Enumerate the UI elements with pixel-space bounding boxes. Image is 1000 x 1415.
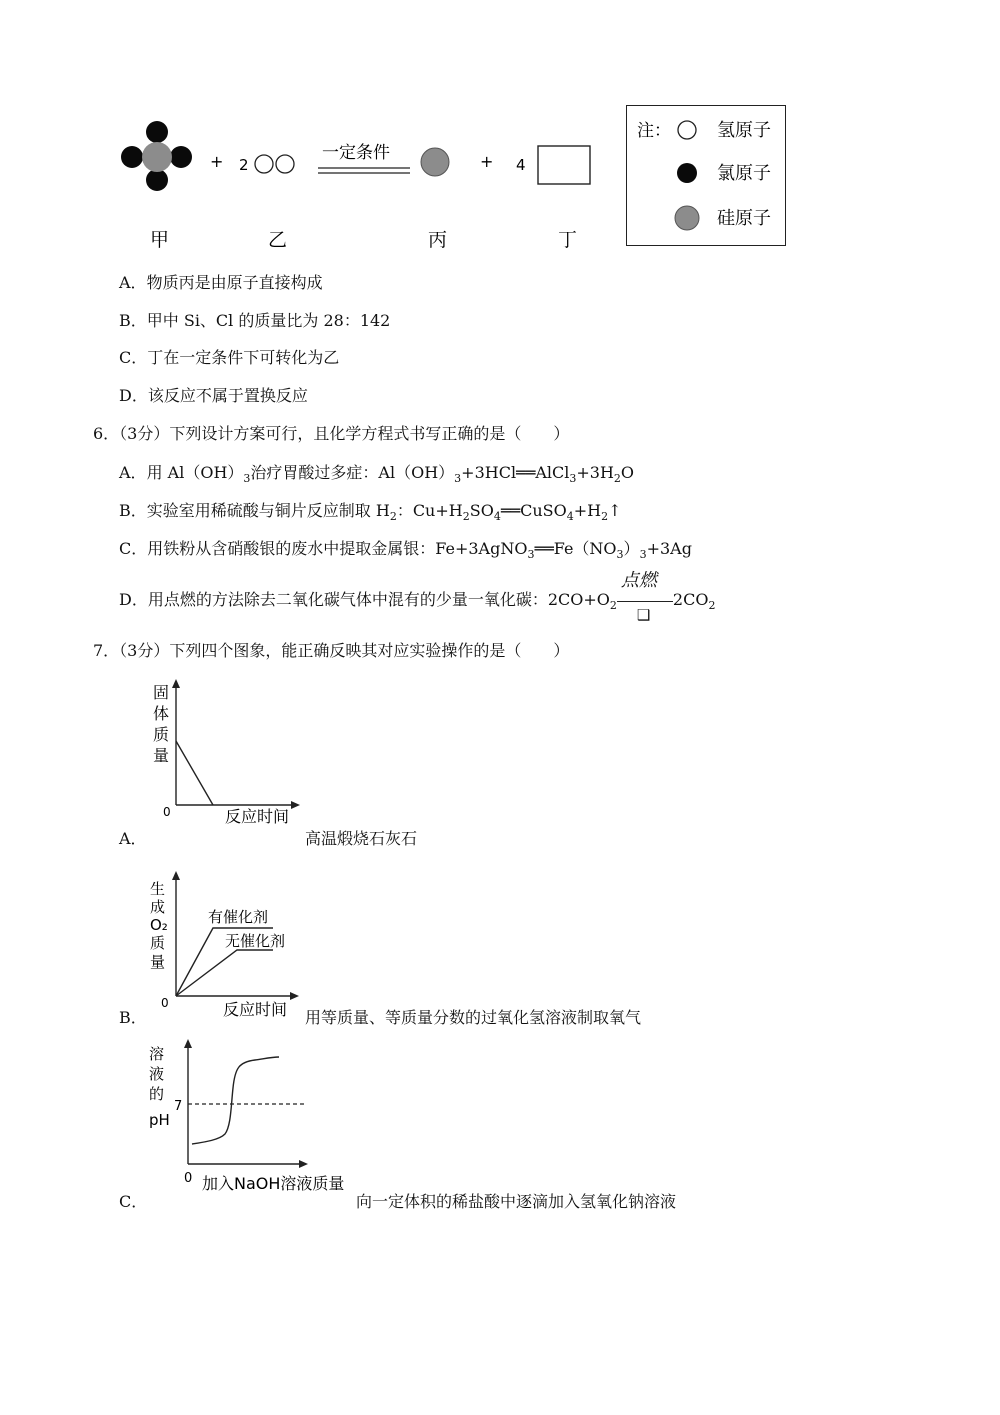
graph-a-letter: A．: [119, 829, 147, 848]
label-ding: 丁: [558, 229, 578, 251]
black-circle-icon: [677, 163, 697, 183]
y-axis-arrow: [184, 1039, 192, 1048]
legend-prefix: 注：: [637, 121, 671, 141]
condition-over-arrow: [617, 570, 673, 624]
svg-text:成: 成: [150, 898, 166, 916]
x-axis-label: 反应时间: [223, 1000, 288, 1019]
plus-sign: +: [480, 152, 494, 171]
chlorine-atom-top: [146, 121, 168, 143]
molecule-yi: [255, 155, 294, 173]
reaction-condition: 一定条件: [322, 143, 390, 163]
chlorine-atom-right: [170, 146, 192, 168]
svg-text:质: 质: [153, 725, 170, 744]
q6-option-b: B．实验室用稀硫酸与铜片反应制取 $H_2$：$Cu+H_2SO_4══CuSO_4+H_2↑$: [119, 501, 622, 523]
svg-text:体: 体: [153, 704, 170, 723]
svg-text:pH: pH: [149, 1111, 170, 1129]
series-line-no-catalyst: [176, 950, 273, 996]
x-axis-label: 加入NaOH溶液质量: [202, 1174, 345, 1193]
legend-label-hydrogen: 氢原子: [717, 120, 771, 141]
graph-c-caption: 向一定体积的稀盐酸中逐滴加入氢氧化钠溶液: [356, 1192, 677, 1211]
label-jia: 甲: [150, 229, 170, 251]
label-bing: 丙: [428, 229, 448, 251]
y-axis-arrow: [172, 679, 180, 688]
svg-text:量: 量: [150, 953, 166, 971]
svg-text:量: 量: [153, 746, 170, 765]
series-line-a: [176, 741, 213, 805]
q5-option-a: A．物质丙是由原子直接构成: [119, 273, 323, 292]
q6-option-a: A．用 $Al(OH)_3$治疗胃酸过多症：$Al(OH)_3+3HCl══AlCl_3+3H_2O$: [119, 463, 635, 485]
hydrogen-atom: [276, 155, 294, 173]
graph-c: [145, 1036, 360, 1196]
condition-text: 点燃: [620, 570, 657, 591]
graph-b-caption: 用等质量、等质量分数的过氧化氢溶液制取氧气: [305, 1008, 642, 1027]
q5-option-c: C．丁在一定条件下可转化为乙: [119, 348, 340, 367]
coef-yi: 2: [239, 156, 249, 174]
q6-option-c: C．用铁粉从含硝酸银的废水中提取金属银：$Fe+3AgNO_3══Fe(NO_3)_3+3Ag$: [119, 539, 692, 561]
plus-sign: +: [210, 152, 224, 171]
legend-label-silicon: 硅原子: [717, 208, 771, 229]
x-axis-arrow: [291, 801, 300, 809]
y-label-c: [149, 1045, 170, 1129]
q5-option-b: B．甲中 Si、Cl 的质量比为 28：142: [119, 311, 391, 330]
graph-b-letter: B．: [119, 1008, 147, 1027]
origin-label: 0: [161, 996, 169, 1010]
x-axis-label: 反应时间: [225, 807, 290, 826]
legend-box: [626, 105, 786, 246]
chlorine-atom-left: [121, 146, 143, 168]
series-line-ph: [192, 1057, 279, 1144]
svg-text:液: 液: [149, 1065, 165, 1083]
graph-c-letter: C．: [119, 1192, 148, 1211]
molecule-bing-silicon-atom: [421, 148, 449, 176]
svg-text:溶: 溶: [149, 1045, 165, 1063]
gray-circle-icon: [675, 206, 699, 230]
svg-text:生: 生: [150, 880, 166, 898]
series-label-no-catalyst: 无催化剂: [225, 932, 286, 950]
y-axis-arrow: [172, 871, 180, 880]
origin-label: 0: [163, 805, 171, 819]
q7-stem: 7．（3分）下列四个图象，能正确反映其对应实验操作的是（ ）: [93, 641, 570, 660]
q6-option-d: D．用点燃的方法除去二氧化碳气体中混有的少量一氧化碳：$2CO+O_2$ 点燃 ❑ $2CO_2$: [119, 570, 716, 624]
q6-stem: 6．（3分）下列设计方案可行，且化学方程式书写正确的是（ ）: [93, 424, 570, 443]
reaction-diagram: [100, 110, 620, 260]
y-label-a: [153, 683, 169, 765]
y-label-b: [150, 880, 168, 971]
svg-text:O₂: O₂: [150, 916, 168, 934]
white-circle-icon: [678, 121, 696, 139]
silicon-atom: [142, 142, 172, 172]
ref-value-label: 7: [174, 1099, 183, 1114]
molecule-jia: [121, 121, 192, 191]
molecule-ding-box: [538, 146, 590, 184]
origin-label: 0: [184, 1171, 193, 1186]
q5-option-d: D．该反应不属于置换反应: [119, 386, 308, 405]
legend-content: [627, 106, 785, 244]
condition-line: [617, 601, 673, 602]
x-axis-arrow: [299, 1160, 308, 1168]
coef-ding: 4: [516, 156, 526, 174]
svg-text:固: 固: [153, 683, 170, 702]
legend-label-chlorine: 氯原子: [717, 163, 771, 184]
condition-box: ❑: [636, 606, 651, 624]
x-axis-arrow: [290, 992, 299, 1000]
hydrogen-atom: [255, 155, 273, 173]
graph-a: [145, 676, 305, 826]
graph-b: [145, 868, 310, 1023]
svg-text:质: 质: [150, 934, 166, 952]
graph-a-caption: 高温煅烧石灰石: [305, 829, 418, 848]
label-yi: 乙: [268, 229, 288, 251]
svg-text:的: 的: [149, 1085, 165, 1103]
chlorine-atom-bottom: [146, 169, 168, 191]
series-label-catalyst: 有催化剂: [208, 908, 269, 926]
